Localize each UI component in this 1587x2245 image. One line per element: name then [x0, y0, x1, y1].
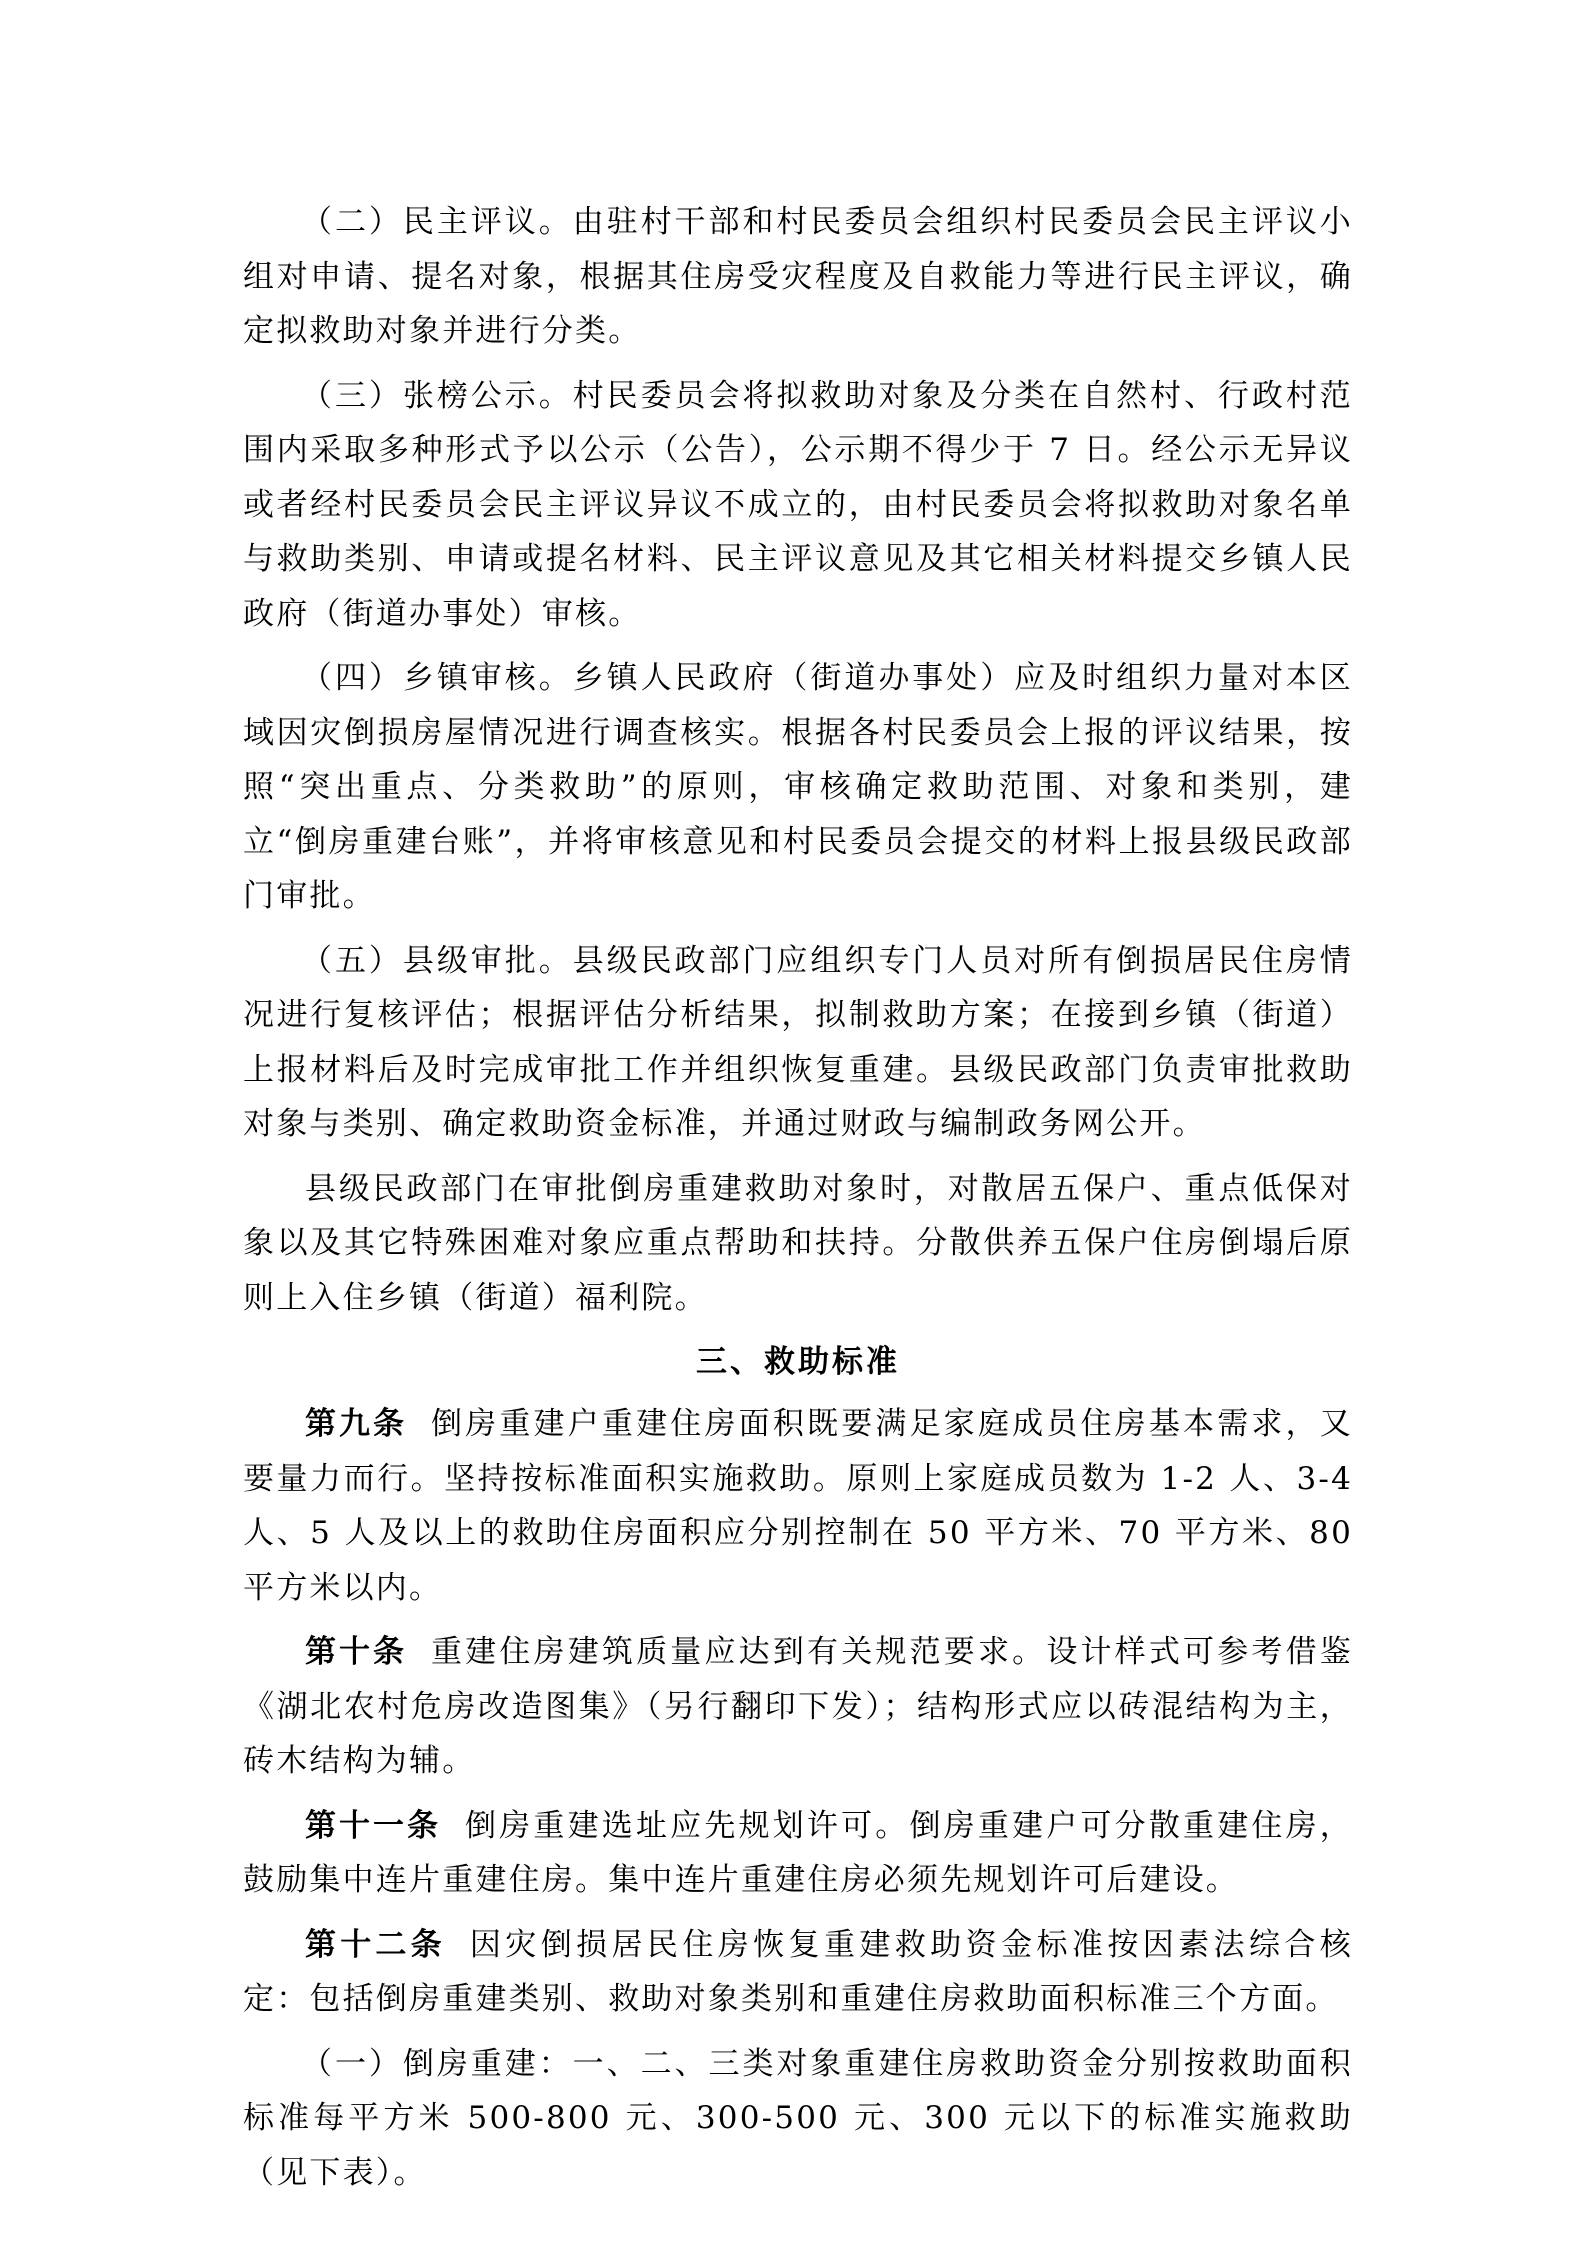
- article-12: [243, 1918, 1353, 2027]
- article-number: 第十二条: [305, 1926, 446, 1963]
- article-text: 因灾倒损居民住房恢复重建救助资金标准按因素法综合核定：包括倒房重建类别、救助对象类别和重建住房救助面积标准三个方面。: [243, 1926, 1353, 2017]
- section-heading: 三、救助标准: [696, 1344, 900, 1380]
- article-11: [243, 1799, 1353, 1908]
- article-9: [243, 1397, 1353, 1615]
- paragraph-democratic-review: （二）民主评议。由驻村干部和村民委员会组织村民委员会民主评议小组对申请、提名对象，根据其住房受灾程度及自救能力等进行民主评议，确定拟救助对象并进行分类。: [243, 204, 1353, 349]
- article-number: 第十条: [305, 1634, 407, 1670]
- article-number: 第十一条: [305, 1807, 441, 1844]
- article-text: 倒房重建户重建住房面积既要满足家庭成员住房基本需求，又要量力而行。坚持按标准面积实施救助。原则上家庭成员数为 1-2 人、3-4 人、5 人及以上的救助住房面积应分别控制在 50 平方米、70 平方米、80 平方米以内。: [243, 1406, 1354, 1606]
- paragraph-rebuild-standard: （一）倒房重建：一、二、三类对象重建住房救助资金分别按救助面积标准每平方米 500-800 元、300-500 元、300 元以下的标准实施救助（见下表）。: [243, 2045, 1353, 2191]
- paragraph-special-support: 县级民政部门在审批倒房重建救助对象时，对散居五保户、重点低保对象以及其它特殊困难对象应重点帮助和扶持。分散供养五保户住房倒塌后原则上入住乡镇（街道）福利院。: [243, 1170, 1353, 1316]
- paragraph-county-approval: （五）县级审批。县级民政部门应组织专门人员对所有倒损居民住房情况进行复核评估；根据评估分析结果，拟制救助方案；在接到乡镇（街道）上报材料后及时完成审批工作并组织恢复重建。县级民政部门负责审批救助对象与类别、确定救助资金标准，并通过财政与编制政务网公开。: [243, 942, 1353, 1142]
- article-number: 第九条: [305, 1406, 407, 1442]
- document-page: [243, 195, 1353, 2210]
- article-text: 倒房重建选址应先规划许可。倒房重建户可分散重建住房，鼓励集中连片重建住房。集中连片重建住房必须先规划许可后建设。: [243, 1807, 1354, 1898]
- paragraph-township-review: （四）乡镇审核。乡镇人民政府（街道办事处）应及时组织力量对本区域因灾倒损房屋情况进行调查核实。根据各村民委员会上报的评议结果，按照“突出重点、分类救助”的原则，审核确定救助范围、对象和类别，建立“倒房重建台账”，并将审核意见和村民委员会提交的材料上报县级民政部门审批。: [243, 660, 1353, 914]
- article-text: 重建住房建筑质量应达到有关规范要求。设计样式可参考借鉴《湖北农村危房改造图集》（另行翻印下发）；结构形式应以砖混结构为主，砖木结构为辅。: [243, 1634, 1354, 1779]
- paragraph-public-notice: （三）张榜公示。村民委员会将拟救助对象及分类在自然村、行政村范围内采取多种形式予以公示（公告），公示期不得少于 7 日。经公示无异议或者经村民委员会民主评议异议不成立的，由村民委员会将拟救助对象名单与救助类别、申请或提名材料、民主评议意见及其它相关材料提交乡镇人民政府（街道办事处）审核。: [243, 377, 1353, 632]
- article-10: [243, 1625, 1353, 1789]
